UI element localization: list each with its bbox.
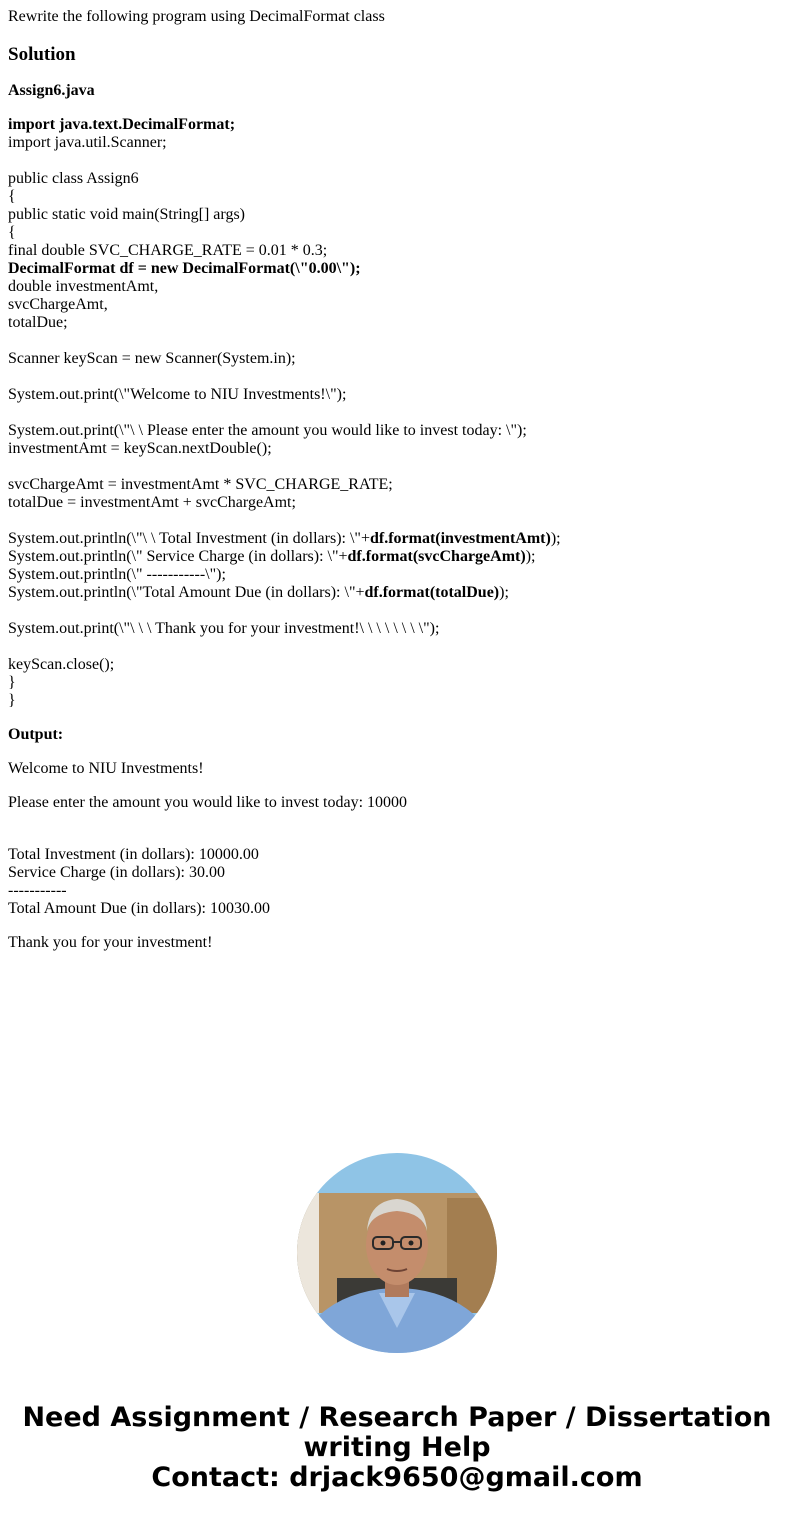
code-segment: ); xyxy=(499,584,509,601)
code-segment-bold: df.format(investmentAmt) xyxy=(369,530,551,547)
footer-line: writing Help xyxy=(303,1432,491,1463)
code-segment: System.out.println(\" Service Charge (in dollars): \"+ xyxy=(8,548,348,565)
code-line: import java.text.DecimalFormat; xyxy=(8,116,236,133)
solution-heading: Solution xyxy=(8,44,76,65)
output-dashes: ----------- xyxy=(8,882,67,899)
code-line: double investmentAmt, xyxy=(8,278,159,295)
code-line: svcChargeAmt, xyxy=(8,296,108,313)
code-line: } xyxy=(8,692,16,709)
code-line: { xyxy=(8,224,16,241)
code-line: public class Assign6 xyxy=(8,170,139,187)
output-total-investment: Total Investment (in dollars): 10000.00 xyxy=(8,846,259,863)
code-line: totalDue; xyxy=(8,314,68,331)
footer-banner xyxy=(0,1403,794,1493)
code-line xyxy=(8,548,786,566)
code-line: svcChargeAmt = investmentAmt * SVC_CHARGE_RATE; xyxy=(8,476,393,493)
code-line: keyScan.close(); xyxy=(8,656,115,673)
code-line: final double SVC_CHARGE_RATE = 0.01 * 0.3; xyxy=(8,242,328,259)
code-line: System.out.print(\"\ \ Please enter the amount you would like to invest today: \"); xyxy=(8,422,527,439)
avatar xyxy=(297,1153,497,1353)
output-welcome: Welcome to NIU Investments! xyxy=(8,760,204,777)
output-prompt: Please enter the amount you would like to invest today: 10000 xyxy=(8,794,408,811)
intro-text: Rewrite the following program using DecimalFormat class xyxy=(8,8,385,25)
document-body xyxy=(8,8,786,968)
output-thanks: Thank you for your investment! xyxy=(8,934,213,951)
code-line: System.out.print(\"Welcome to NIU Investments!\"); xyxy=(8,386,347,403)
code-line xyxy=(8,530,786,548)
output-total-due: Total Amount Due (in dollars): 10030.00 xyxy=(8,900,270,917)
code-segment: System.out.println(\"Total Amount Due (in dollars): \"+ xyxy=(8,584,365,601)
code-segment: ); xyxy=(550,530,561,547)
code-line xyxy=(8,584,786,602)
code-line: System.out.println(\" -----------\"); xyxy=(8,566,226,583)
code-line: investmentAmt = keyScan.nextDouble(); xyxy=(8,440,272,457)
code-segment: ); xyxy=(525,548,536,565)
file-name: Assign6.java xyxy=(8,82,95,99)
output-service-charge: Service Charge (in dollars): 30.00 xyxy=(8,864,225,881)
code-line: public static void main(String[] args) xyxy=(8,206,245,223)
code-line: { xyxy=(8,188,16,205)
output-heading: Output: xyxy=(8,726,64,743)
code-segment-bold: df.format(svcChargeAmt) xyxy=(347,548,526,565)
output-results xyxy=(8,846,786,918)
code-line: } xyxy=(8,674,16,691)
code-line: import java.util.Scanner; xyxy=(8,134,167,151)
code-line: DecimalFormat df = new DecimalFormat(\"0.00\"); xyxy=(8,260,361,277)
code-line: Scanner keyScan = new Scanner(System.in); xyxy=(8,350,296,367)
code-segment-bold: df.format(totalDue) xyxy=(364,584,500,601)
code-line: System.out.print(\"\ \ \ Thank you for your investment!\ \ \ \ \ \ \ \"); xyxy=(8,620,440,637)
avatar-photo-icon xyxy=(297,1153,497,1353)
code-segment: System.out.println(\"\ \ Total Investment (in dollars): \"+ xyxy=(8,530,370,547)
footer-contact: Contact: drjack9650@gmail.com xyxy=(151,1462,643,1493)
code-line: totalDue = investmentAmt + svcChargeAmt; xyxy=(8,494,296,511)
footer-line: Need Assignment / Research Paper / Dissertation xyxy=(22,1402,772,1433)
code-listing xyxy=(8,116,786,710)
